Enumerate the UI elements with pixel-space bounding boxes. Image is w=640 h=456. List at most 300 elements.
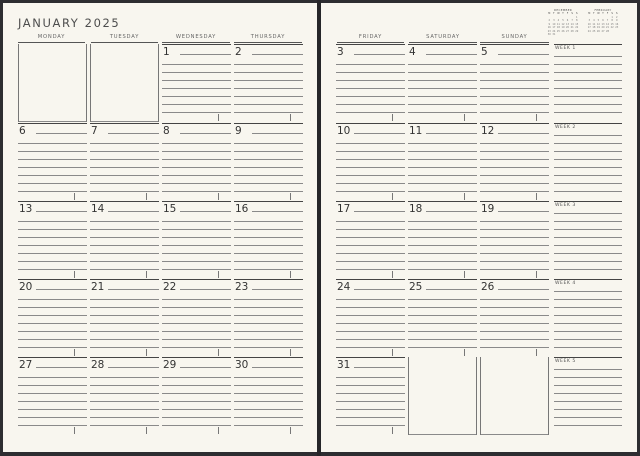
writing-line: [18, 183, 87, 184]
day-cell-top-rule: [336, 279, 405, 280]
day-cell[interactable]: [336, 279, 405, 357]
writing-line: [408, 151, 477, 152]
writing-line: [234, 253, 303, 254]
cell-tick-mark: [146, 349, 147, 356]
writing-line: [408, 229, 477, 230]
day-number: 3: [337, 46, 347, 58]
mini-day: 20: [601, 26, 605, 29]
blank-cell-bottom-rule: [91, 121, 158, 122]
week-notes-block[interactable]: [554, 44, 622, 122]
writing-line: [18, 221, 87, 222]
mini-day: 13: [566, 22, 570, 26]
writing-line: [336, 221, 405, 222]
writing-line: [234, 331, 303, 332]
week-top-rule: [554, 44, 622, 45]
day-cell[interactable]: [336, 357, 405, 435]
mini-day: 27: [601, 29, 605, 33]
mini-weekday-header: T: [602, 12, 604, 15]
writing-line: [162, 323, 231, 324]
cell-tick-mark: [74, 349, 75, 356]
writing-line: [234, 237, 303, 238]
writing-line: [408, 175, 477, 176]
writing-line: [498, 54, 549, 55]
writing-line: [336, 112, 405, 113]
day-number: 1: [163, 46, 173, 58]
writing-line: [18, 269, 87, 270]
writing-line: [408, 307, 477, 308]
cell-tick-mark: [536, 193, 537, 200]
writing-line: [426, 211, 477, 212]
mini-day: 28: [606, 29, 610, 33]
writing-line: [36, 289, 87, 290]
writing-line: [554, 331, 622, 332]
writing-line: [90, 377, 159, 378]
day-number: 12: [481, 125, 497, 137]
day-cell[interactable]: [408, 201, 477, 279]
writing-line: [408, 72, 477, 73]
cell-tick-mark: [146, 271, 147, 278]
day-cell[interactable]: [162, 44, 231, 122]
day-cell[interactable]: [18, 123, 87, 201]
writing-line: [90, 269, 159, 270]
mini-calendar-february: [587, 8, 619, 36]
writing-line: [162, 269, 231, 270]
writing-line: [336, 299, 405, 300]
mini-day: 24: [587, 29, 591, 33]
day-cell[interactable]: [234, 201, 303, 279]
writing-line: [408, 143, 477, 144]
day-cell[interactable]: [336, 44, 405, 122]
mini-day: 9: [548, 22, 551, 26]
writing-line: [480, 72, 549, 73]
day-cell[interactable]: [234, 279, 303, 357]
day-cell[interactable]: [480, 279, 549, 357]
day-cell[interactable]: [336, 201, 405, 279]
writing-line: [18, 245, 87, 246]
writing-line: [252, 211, 303, 212]
writing-line: [234, 96, 303, 97]
writing-line: [36, 211, 87, 212]
day-cell[interactable]: [162, 201, 231, 279]
day-number: 20: [19, 281, 35, 293]
writing-line: [336, 401, 405, 402]
cell-tick-mark: [536, 349, 537, 356]
day-cell-top-rule: [408, 201, 477, 202]
writing-line: [234, 299, 303, 300]
writing-line: [336, 245, 405, 246]
writing-line: [336, 425, 405, 426]
writing-line: [90, 151, 159, 152]
day-cell-top-rule: [408, 279, 477, 280]
day-number: 25: [409, 281, 425, 293]
writing-line: [554, 237, 622, 238]
day-cell-top-rule: [90, 279, 159, 280]
mini-day: 23: [547, 29, 551, 33]
day-cell[interactable]: [18, 357, 87, 435]
writing-line: [234, 175, 303, 176]
writing-line: [18, 237, 87, 238]
day-cell-top-rule: [336, 123, 405, 124]
writing-line: [180, 133, 231, 134]
writing-line: [336, 385, 405, 386]
cell-tick-mark: [290, 193, 291, 200]
writing-line: [336, 183, 405, 184]
mini-weekday-header: F: [606, 12, 609, 15]
writing-line: [554, 377, 622, 378]
writing-line: [480, 167, 549, 168]
mini-day: 3: [553, 19, 555, 22]
day-number: 23: [235, 281, 251, 293]
day-cell[interactable]: [408, 44, 477, 122]
writing-line: [408, 253, 477, 254]
writing-line: [480, 191, 549, 192]
mini-day: 25: [592, 29, 596, 33]
writing-line: [252, 54, 303, 55]
writing-line: [162, 80, 231, 81]
mini-day: 19: [561, 26, 565, 29]
day-cell[interactable]: [408, 123, 477, 201]
mini-day: 12: [561, 22, 565, 26]
day-number: 19: [481, 203, 497, 215]
writing-line: [162, 401, 231, 402]
writing-line: [408, 167, 477, 168]
writing-line: [180, 211, 231, 212]
day-cell[interactable]: [408, 279, 477, 357]
writing-line: [162, 315, 231, 316]
writing-line: [480, 175, 549, 176]
mini-day: 1: [575, 15, 578, 19]
mini-weekday-header: S: [615, 12, 618, 15]
week-notes-block[interactable]: [554, 201, 622, 279]
writing-line: [162, 104, 231, 105]
writing-line: [18, 377, 87, 378]
day-number: 22: [163, 281, 179, 293]
day-cell-top-rule: [162, 279, 231, 280]
writing-line: [408, 347, 477, 348]
writing-line: [336, 253, 405, 254]
mini-day: 22: [575, 26, 579, 29]
mini-day: 15: [575, 22, 579, 26]
cell-tick-mark: [74, 427, 75, 434]
day-number: 4: [409, 46, 419, 58]
mini-weekday-header: S: [575, 12, 578, 15]
week-label: WEEK 3: [555, 203, 576, 208]
writing-line: [408, 323, 477, 324]
week-top-rule: [554, 357, 622, 358]
writing-line: [408, 112, 477, 113]
mini-day: 22: [610, 26, 614, 29]
day-cell-top-rule: [90, 201, 159, 202]
writing-line: [554, 112, 622, 113]
writing-line: [336, 175, 405, 176]
day-cell[interactable]: [234, 123, 303, 201]
writing-line: [252, 289, 303, 290]
writing-line: [234, 80, 303, 81]
writing-line: [336, 339, 405, 340]
writing-line: [554, 339, 622, 340]
day-number: 26: [481, 281, 497, 293]
day-number: 28: [91, 359, 107, 371]
week-notes-block[interactable]: [554, 279, 622, 357]
writing-line: [336, 104, 405, 105]
writing-line: [18, 261, 87, 262]
day-cell[interactable]: [162, 123, 231, 201]
cell-tick-mark: [290, 349, 291, 356]
writing-line: [18, 167, 87, 168]
writing-line: [90, 347, 159, 348]
mini-day: 1: [611, 15, 613, 19]
writing-line: [554, 409, 622, 410]
writing-line: [554, 96, 622, 97]
mini-weekday-header: S: [611, 12, 613, 15]
writing-line: [480, 80, 549, 81]
day-cell[interactable]: [18, 279, 87, 357]
writing-line: [554, 159, 622, 160]
writing-line: [336, 323, 405, 324]
writing-line: [162, 377, 231, 378]
writing-line: [90, 229, 159, 230]
week-label: WEEK 5: [555, 359, 576, 364]
writing-line: [18, 409, 87, 410]
writing-line: [408, 104, 477, 105]
writing-line: [180, 54, 231, 55]
mini-day: 24: [552, 29, 556, 33]
writing-line: [408, 183, 477, 184]
writing-line: [162, 409, 231, 410]
day-cell[interactable]: [162, 357, 231, 435]
writing-line: [554, 229, 622, 230]
day-number: 16: [235, 203, 251, 215]
writing-line: [18, 417, 87, 418]
mini-day: 29: [575, 29, 579, 33]
writing-line: [354, 211, 405, 212]
writing-line: [336, 229, 405, 230]
day-cell-top-rule: [162, 201, 231, 202]
day-cell-top-rule: [162, 357, 231, 358]
writing-line: [480, 221, 549, 222]
writing-line: [36, 367, 87, 368]
day-cell-top-rule: [408, 123, 477, 124]
writing-line: [480, 151, 549, 152]
day-cell-top-rule: [480, 201, 549, 202]
writing-line: [480, 64, 549, 65]
mini-day: 27: [566, 29, 570, 33]
cell-tick-mark: [392, 427, 393, 434]
cell-tick-mark: [290, 114, 291, 121]
writing-line: [354, 367, 405, 368]
writing-line: [480, 269, 549, 270]
writing-line: [336, 143, 405, 144]
writing-line: [234, 159, 303, 160]
day-cell[interactable]: [480, 44, 549, 122]
day-cell[interactable]: [90, 123, 159, 201]
day-cell-top-rule: [162, 44, 231, 45]
weekday-header-friday: FRIDAY: [337, 33, 404, 43]
writing-line: [426, 54, 477, 55]
writing-line: [90, 339, 159, 340]
mini-calendar-title: DECEMBER: [553, 8, 573, 12]
mini-day: 16: [615, 22, 619, 26]
day-cell[interactable]: [18, 201, 87, 279]
blank-day-cell: [408, 357, 477, 435]
writing-line: [90, 331, 159, 332]
writing-line: [408, 80, 477, 81]
writing-line: [180, 289, 231, 290]
writing-line: [554, 253, 622, 254]
writing-line: [234, 377, 303, 378]
writing-line: [480, 96, 549, 97]
blank-cell-bottom-rule: [409, 434, 476, 435]
mini-calendar-december: [547, 8, 579, 36]
writing-line: [234, 307, 303, 308]
week-label: WEEK 2: [555, 125, 576, 130]
week-label: WEEK 4: [555, 281, 576, 286]
mini-day: 16: [547, 26, 551, 29]
writing-line: [234, 183, 303, 184]
mini-day: 5: [562, 19, 564, 22]
blank-day-cell: [18, 44, 87, 122]
writing-line: [162, 143, 231, 144]
writing-line: [408, 245, 477, 246]
writing-line: [234, 88, 303, 89]
cell-tick-mark: [218, 193, 219, 200]
cell-tick-mark: [218, 427, 219, 434]
writing-line: [162, 88, 231, 89]
day-cell-top-rule: [234, 357, 303, 358]
mini-day: 2: [548, 19, 551, 22]
writing-line: [252, 367, 303, 368]
writing-line: [336, 96, 405, 97]
day-cell[interactable]: [162, 279, 231, 357]
writing-line: [554, 369, 622, 370]
writing-line: [336, 409, 405, 410]
cell-tick-mark: [464, 193, 465, 200]
writing-line: [554, 72, 622, 73]
mini-day: 4: [593, 19, 595, 22]
day-number: 9: [235, 125, 245, 137]
writing-line: [90, 191, 159, 192]
day-number: 5: [481, 46, 491, 58]
day-cell[interactable]: [90, 357, 159, 435]
mini-day: 11: [556, 22, 560, 26]
writing-line: [234, 112, 303, 113]
day-cell[interactable]: [90, 201, 159, 279]
mini-day: [574, 33, 579, 36]
writing-line: [162, 261, 231, 262]
day-cell[interactable]: [234, 44, 303, 122]
day-number: 29: [163, 359, 179, 371]
writing-line: [408, 339, 477, 340]
writing-line: [18, 299, 87, 300]
weekday-header-saturday: SATURDAY: [409, 33, 477, 43]
mini-day: 20: [566, 26, 570, 29]
day-number: 6: [19, 125, 29, 137]
writing-line: [554, 401, 622, 402]
writing-line: [554, 393, 622, 394]
mini-day: 30: [547, 33, 551, 36]
writing-line: [234, 167, 303, 168]
day-cell-top-rule: [90, 357, 159, 358]
writing-line: [554, 80, 622, 81]
writing-line: [554, 347, 622, 348]
writing-line: [234, 315, 303, 316]
writing-line: [336, 167, 405, 168]
day-cell-top-rule: [336, 357, 405, 358]
writing-line: [554, 307, 622, 308]
mini-day: 12: [596, 22, 600, 26]
day-number: 21: [91, 281, 107, 293]
writing-line: [108, 133, 159, 134]
day-cell[interactable]: [480, 201, 549, 279]
mini-day: 23: [615, 26, 619, 29]
mini-day: 18: [556, 26, 560, 29]
day-cell[interactable]: [336, 123, 405, 201]
mini-day: 17: [552, 26, 556, 29]
writing-line: [90, 253, 159, 254]
writing-line: [162, 253, 231, 254]
blank-day-cell: [90, 44, 159, 122]
writing-line: [90, 401, 159, 402]
writing-line: [90, 307, 159, 308]
writing-line: [480, 159, 549, 160]
writing-line: [18, 401, 87, 402]
cell-tick-mark: [464, 271, 465, 278]
writing-line: [162, 96, 231, 97]
day-cell-top-rule: [18, 123, 87, 124]
day-cell[interactable]: [90, 279, 159, 357]
week-notes-block[interactable]: [554, 357, 622, 435]
writing-line: [108, 367, 159, 368]
mini-day: 14: [570, 22, 574, 26]
day-cell[interactable]: [480, 123, 549, 201]
day-number: 13: [19, 203, 35, 215]
writing-line: [90, 245, 159, 246]
writing-line: [480, 88, 549, 89]
writing-line: [18, 385, 87, 386]
mini-day: 28: [570, 29, 574, 33]
mini-day: 10: [552, 22, 556, 26]
writing-line: [480, 245, 549, 246]
day-number: 30: [235, 359, 251, 371]
writing-line: [162, 167, 231, 168]
cell-tick-mark: [392, 114, 393, 121]
mini-day: 26: [561, 29, 565, 33]
day-number: 14: [91, 203, 107, 215]
writing-line: [162, 72, 231, 73]
mini-day: 17: [587, 26, 591, 29]
writing-line: [162, 245, 231, 246]
weekday-header-tuesday: TUESDAY: [91, 33, 158, 43]
day-cell-top-rule: [234, 44, 303, 45]
day-cell-top-rule: [408, 44, 477, 45]
writing-line: [554, 56, 622, 57]
day-cell-top-rule: [18, 279, 87, 280]
writing-line: [108, 289, 159, 290]
blank-day-cell: [480, 357, 549, 435]
writing-line: [162, 175, 231, 176]
writing-line: [480, 347, 549, 348]
writing-line: [18, 393, 87, 394]
mini-weekday-header: M: [548, 12, 551, 15]
writing-line: [162, 221, 231, 222]
writing-line: [234, 261, 303, 262]
day-cell[interactable]: [234, 357, 303, 435]
writing-line: [18, 339, 87, 340]
writing-line: [234, 425, 303, 426]
writing-line: [554, 221, 622, 222]
writing-line: [234, 245, 303, 246]
week-notes-block[interactable]: [554, 123, 622, 201]
